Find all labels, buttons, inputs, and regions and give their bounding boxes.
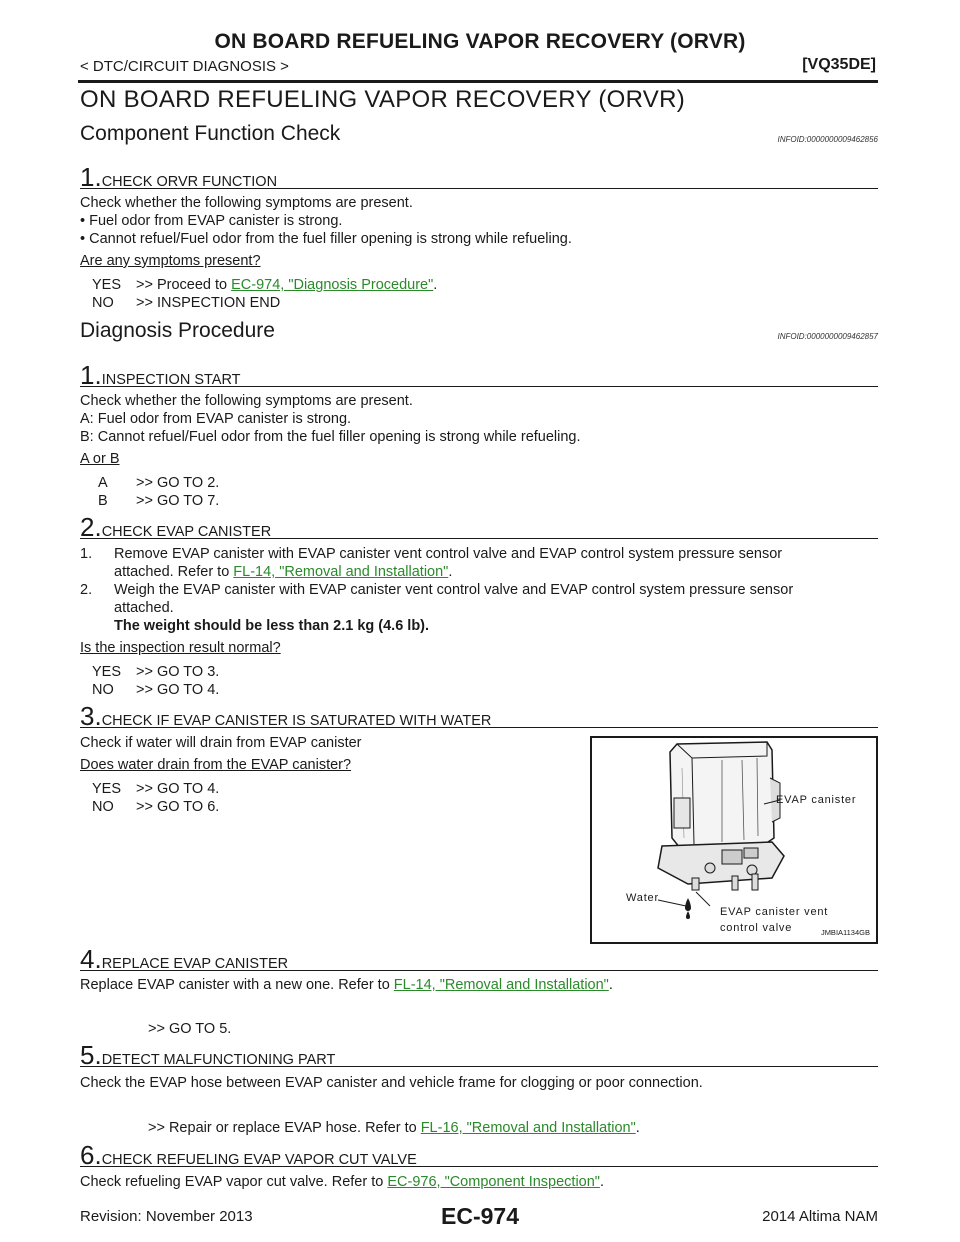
answer-text: >> GO TO 4. <box>136 781 220 797</box>
answer-key: B <box>98 493 108 509</box>
answer-key: NO <box>92 682 114 698</box>
answer-text: >> GO TO 4. <box>136 682 220 698</box>
step-header <box>80 1040 878 1070</box>
paragraph <box>80 976 613 994</box>
figure-label-vent-valve: EVAP canister vent <box>720 906 829 918</box>
answer-text: >> GO TO 2. <box>136 475 220 491</box>
answer-key: YES <box>92 781 122 797</box>
page-title: ON BOARD REFUELING VAPOR RECOVERY (ORVR) <box>80 86 686 113</box>
step-label: DETECT MALFUNCTIONING PART <box>101 1052 336 1068</box>
answer-text: >> GO TO 7. <box>136 493 220 509</box>
paragraph: Check if water will drain from EVAP canister <box>80 735 362 751</box>
list-item <box>80 545 878 635</box>
link-fl14-removal[interactable]: FL-14, "Removal and Installation" <box>393 977 609 993</box>
page-header-title: ON BOARD REFUELING VAPOR RECOVERY (ORVR) <box>214 30 746 53</box>
list-text: Weigh the EVAP canister with EVAP canister vent control valve and EVAP control system pressure sensor <box>114 582 794 598</box>
step-header <box>80 944 878 974</box>
footer-revision: Revision: November 2013 <box>80 1208 253 1225</box>
link-fl14-removal[interactable]: FL-14, "Removal and Installation" <box>233 564 449 580</box>
answer-text: >> Repair or replace EVAP hose. Refer to <box>148 1120 421 1136</box>
question: A or B <box>80 451 120 467</box>
link-ec976-component-inspection[interactable]: EC-976, "Component Inspection" <box>387 1174 600 1190</box>
step-header <box>80 701 878 731</box>
answer-text: >> GO TO 6. <box>136 799 220 815</box>
section-title-component-function-check: Component Function Check <box>80 122 341 145</box>
answer-goto: >> GO TO 5. <box>148 1021 232 1037</box>
spec-value: The weight should be less than 2.1 kg (4.6 lb). <box>114 618 430 634</box>
answer-key: NO <box>92 295 114 311</box>
answer-no <box>92 798 219 816</box>
step-label: CHECK REFUELING EVAP VAPOR CUT VALVE <box>101 1152 417 1168</box>
list-text: Remove EVAP canister with EVAP canister vent control valve and EVAP control system pressure sensor <box>114 546 783 562</box>
paragraph <box>80 1173 604 1191</box>
paragraph-text: Check refueling EVAP vapor cut valve. Refer to <box>80 1174 388 1190</box>
step-header <box>80 162 878 192</box>
link-fl16-removal[interactable]: FL-16, "Removal and Installation" <box>420 1120 636 1136</box>
bullet-item: • Cannot refuel/Fuel odor from the fuel filler opening is strong while refueling. <box>80 231 572 247</box>
section-title-diagnosis-procedure: Diagnosis Procedure <box>80 319 275 342</box>
answer-action <box>148 1119 640 1137</box>
answer-text: >> GO TO 3. <box>136 664 220 680</box>
list-text: attached. <box>114 600 174 616</box>
punct: . <box>635 1120 640 1136</box>
answer-yes <box>92 780 219 798</box>
breadcrumb: < DTC/CIRCUIT DIAGNOSIS > <box>80 58 289 75</box>
step-number: 2. <box>80 512 102 542</box>
info-id: INFOID:0000000009462857 <box>777 332 878 341</box>
answer-text: >> Proceed to <box>136 277 232 293</box>
question: Does water drain from the EVAP canister? <box>80 757 352 773</box>
punct: . <box>608 977 613 993</box>
evap-canister-figure <box>590 736 878 944</box>
step-number: 6. <box>80 1140 102 1170</box>
step-label: CHECK EVAP CANISTER <box>101 524 272 540</box>
punct: . <box>599 1174 604 1190</box>
step-label: CHECK IF EVAP CANISTER IS SATURATED WITH WATER <box>101 713 492 729</box>
step-number: 1. <box>80 162 102 192</box>
answer-text: >> INSPECTION END <box>136 295 281 311</box>
paragraph: A: Fuel odor from EVAP canister is strong. <box>80 411 352 427</box>
link-diagnosis-procedure[interactable]: EC-974, "Diagnosis Procedure" <box>231 277 434 293</box>
bullet-item: • Fuel odor from EVAP canister is strong. <box>80 213 343 229</box>
paragraph: B: Cannot refuel/Fuel odor from the fuel filler opening is strong while refueling. <box>80 429 581 445</box>
step-header <box>80 1140 878 1170</box>
question: Are any symptoms present? <box>80 253 261 269</box>
answer-key: YES <box>92 664 122 680</box>
engine-code: [VQ35DE] <box>802 56 876 73</box>
list-number: 1. <box>80 546 93 562</box>
answer-yes <box>92 663 219 681</box>
step-header <box>80 512 878 542</box>
step-number: 1. <box>80 360 102 390</box>
figure-label-vent-valve-2: control valve <box>720 922 793 934</box>
step-number: 3. <box>80 701 102 731</box>
answer-no <box>92 681 219 699</box>
list-text: attached. Refer to <box>114 564 234 580</box>
punct: . <box>448 564 453 580</box>
paragraph: Check whether the following symptoms are present. <box>80 195 413 211</box>
paragraph: Check the EVAP hose between EVAP canister and vehicle frame for clogging or poor connection. <box>80 1075 703 1091</box>
answer-a <box>92 474 219 492</box>
answer-yes <box>92 276 437 294</box>
figure-label-evap-canister: EVAP canister <box>776 794 857 806</box>
answer-no <box>92 294 280 312</box>
step-number: 5. <box>80 1040 102 1070</box>
step-label: REPLACE EVAP CANISTER <box>101 956 289 972</box>
step-header <box>80 360 878 390</box>
answer-b <box>92 492 219 510</box>
step-number: 4. <box>80 944 102 974</box>
paragraph-text: Replace EVAP canister with a new one. Refer to <box>80 977 394 993</box>
answer-key: A <box>98 475 108 491</box>
paragraph: Check whether the following symptoms are present. <box>80 393 413 409</box>
answer-key: NO <box>92 799 114 815</box>
page-number: EC-974 <box>441 1203 519 1229</box>
header-rule <box>78 80 878 83</box>
figure-label-water: Water <box>626 892 659 904</box>
footer-model: 2014 Altima NAM <box>762 1208 878 1225</box>
info-id: INFOID:0000000009462856 <box>777 135 878 144</box>
step-label: CHECK ORVR FUNCTION <box>101 174 278 190</box>
question: Is the inspection result normal? <box>80 640 281 656</box>
list-number: 2. <box>80 582 93 598</box>
step-label: INSPECTION START <box>101 372 241 388</box>
punct: . <box>433 277 438 293</box>
figure-code: JMBIA1134GB <box>820 928 870 937</box>
answer-key: YES <box>92 277 122 293</box>
